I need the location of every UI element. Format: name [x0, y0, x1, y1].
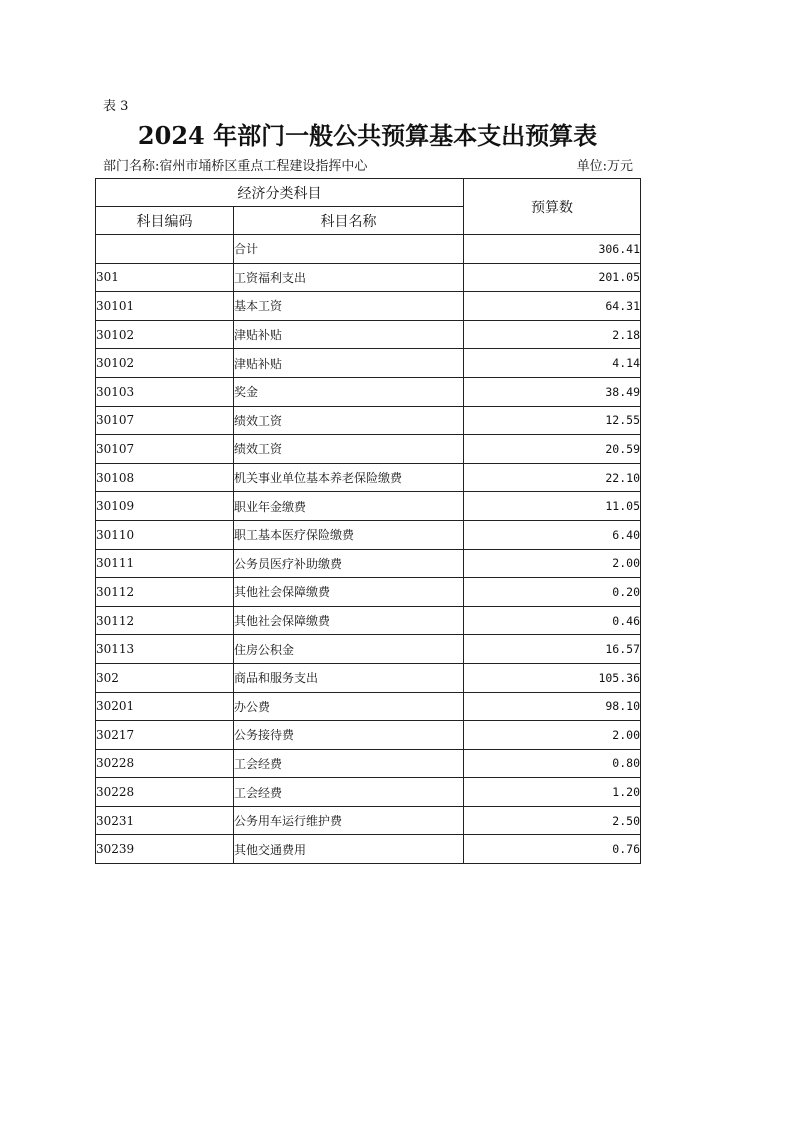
subject-name-cell: 其他交通费用	[234, 835, 464, 864]
subject-name-cell: 工会经费	[234, 778, 464, 807]
budget-amount-cell: 0.20	[464, 578, 641, 607]
table-row	[96, 606, 641, 635]
budget-amount-cell: 20.59	[464, 435, 641, 464]
subject-name-cell: 职业年金缴费	[234, 492, 464, 521]
subject-name-cell: 办公费	[234, 692, 464, 721]
subject-code-cell: 301	[96, 263, 234, 292]
total-amount: 306.41	[464, 235, 641, 264]
subject-code-cell: 30201	[96, 692, 234, 721]
page-title: 2024 年部门一般公共预算基本支出预算表	[137, 121, 598, 150]
budget-amount-cell: 6.40	[464, 520, 641, 549]
table-row	[96, 749, 641, 778]
budget-amount-cell: 0.46	[464, 606, 641, 635]
subject-name-cell: 奖金	[234, 377, 464, 406]
budget-amount-cell: 12.55	[464, 406, 641, 435]
subject-code-cell: 30103	[96, 377, 234, 406]
subject-code-cell: 30109	[96, 492, 234, 521]
table-row	[96, 349, 641, 378]
total-row	[96, 235, 641, 264]
subject-code-cell: 30108	[96, 463, 234, 492]
table-row	[96, 406, 641, 435]
budget-amount-cell: 1.20	[464, 778, 641, 807]
subject-code-cell: 30231	[96, 806, 234, 835]
subject-name-cell: 绩效工资	[234, 406, 464, 435]
table-row	[96, 263, 641, 292]
budget-amount-cell: 105.36	[464, 663, 641, 692]
budget-amount-cell: 0.80	[464, 749, 641, 778]
budget-amount-cell: 4.14	[464, 349, 641, 378]
table-row	[96, 435, 641, 464]
table-row	[96, 549, 641, 578]
subject-code-cell: 30228	[96, 778, 234, 807]
subject-code-cell: 30101	[96, 292, 234, 321]
table-row	[96, 806, 641, 835]
table-row	[96, 377, 641, 406]
subject-name-cell: 住房公积金	[234, 635, 464, 664]
budget-amount-cell: 64.31	[464, 292, 641, 321]
table-row	[96, 292, 641, 321]
table-row	[96, 463, 641, 492]
subject-name-cell: 其他社会保障缴费	[234, 606, 464, 635]
table-row	[96, 778, 641, 807]
table-row	[96, 721, 641, 750]
budget-amount-header: 预算数	[464, 179, 641, 235]
budget-amount-cell: 38.49	[464, 377, 641, 406]
subject-name-cell: 机关事业单位基本养老保险缴费	[234, 463, 464, 492]
subject-name-cell: 公务接待费	[234, 721, 464, 750]
subject-code-cell: 30228	[96, 749, 234, 778]
subject-code-cell: 30102	[96, 349, 234, 378]
subject-name-cell: 公务员医疗补助缴费	[234, 549, 464, 578]
subject-name-cell: 工会经费	[234, 749, 464, 778]
budget-amount-cell: 98.10	[464, 692, 641, 721]
subject-code-cell: 30239	[96, 835, 234, 864]
table-row	[96, 320, 641, 349]
budget-table	[95, 178, 641, 864]
subject-name-cell: 职工基本医疗保险缴费	[234, 520, 464, 549]
budget-amount-cell: 11.05	[464, 492, 641, 521]
budget-amount-cell: 22.10	[464, 463, 641, 492]
table-row	[96, 635, 641, 664]
table-row	[96, 492, 641, 521]
unit-label: 单位:万元	[576, 159, 633, 174]
subject-code-cell: 302	[96, 663, 234, 692]
subject-code-cell: 30112	[96, 606, 234, 635]
table-row	[96, 835, 641, 864]
subject-name-cell: 基本工资	[234, 292, 464, 321]
subject-name-cell: 其他社会保障缴费	[234, 578, 464, 607]
subject-code-cell: 30102	[96, 320, 234, 349]
subject-code-cell: 30111	[96, 549, 234, 578]
table-number: 表 3	[103, 99, 129, 114]
subject-code-cell: 30110	[96, 520, 234, 549]
budget-amount-cell: 2.50	[464, 806, 641, 835]
subject-code-cell: 30112	[96, 578, 234, 607]
subject-name-cell: 商品和服务支出	[234, 663, 464, 692]
budget-amount-cell: 201.05	[464, 263, 641, 292]
subject-name-cell: 工资福利支出	[234, 263, 464, 292]
budget-amount-cell: 0.76	[464, 835, 641, 864]
table-row	[96, 578, 641, 607]
subject-code-cell: 30113	[96, 635, 234, 664]
total-code	[96, 235, 234, 264]
budget-amount-cell: 16.57	[464, 635, 641, 664]
budget-amount-cell: 2.00	[464, 549, 641, 578]
subject-name-cell: 津贴补贴	[234, 349, 464, 378]
table-row	[96, 663, 641, 692]
budget-amount-cell: 2.18	[464, 320, 641, 349]
subject-name-cell: 津贴补贴	[234, 320, 464, 349]
economic-classification-header: 经济分类科目	[96, 179, 464, 207]
subject-code-cell: 30107	[96, 406, 234, 435]
department-name: 部门名称:宿州市埇桥区重点工程建设指挥中心	[103, 159, 368, 174]
subject-code-cell: 30107	[96, 435, 234, 464]
table-row	[96, 520, 641, 549]
subject-code-header: 科目编码	[96, 207, 234, 235]
subject-code-cell: 30217	[96, 721, 234, 750]
subject-name-header: 科目名称	[234, 207, 464, 235]
budget-amount-cell: 2.00	[464, 721, 641, 750]
subject-name-cell: 公务用车运行维护费	[234, 806, 464, 835]
table-row	[96, 692, 641, 721]
total-label: 合计	[234, 235, 464, 264]
subject-name-cell: 绩效工资	[234, 435, 464, 464]
